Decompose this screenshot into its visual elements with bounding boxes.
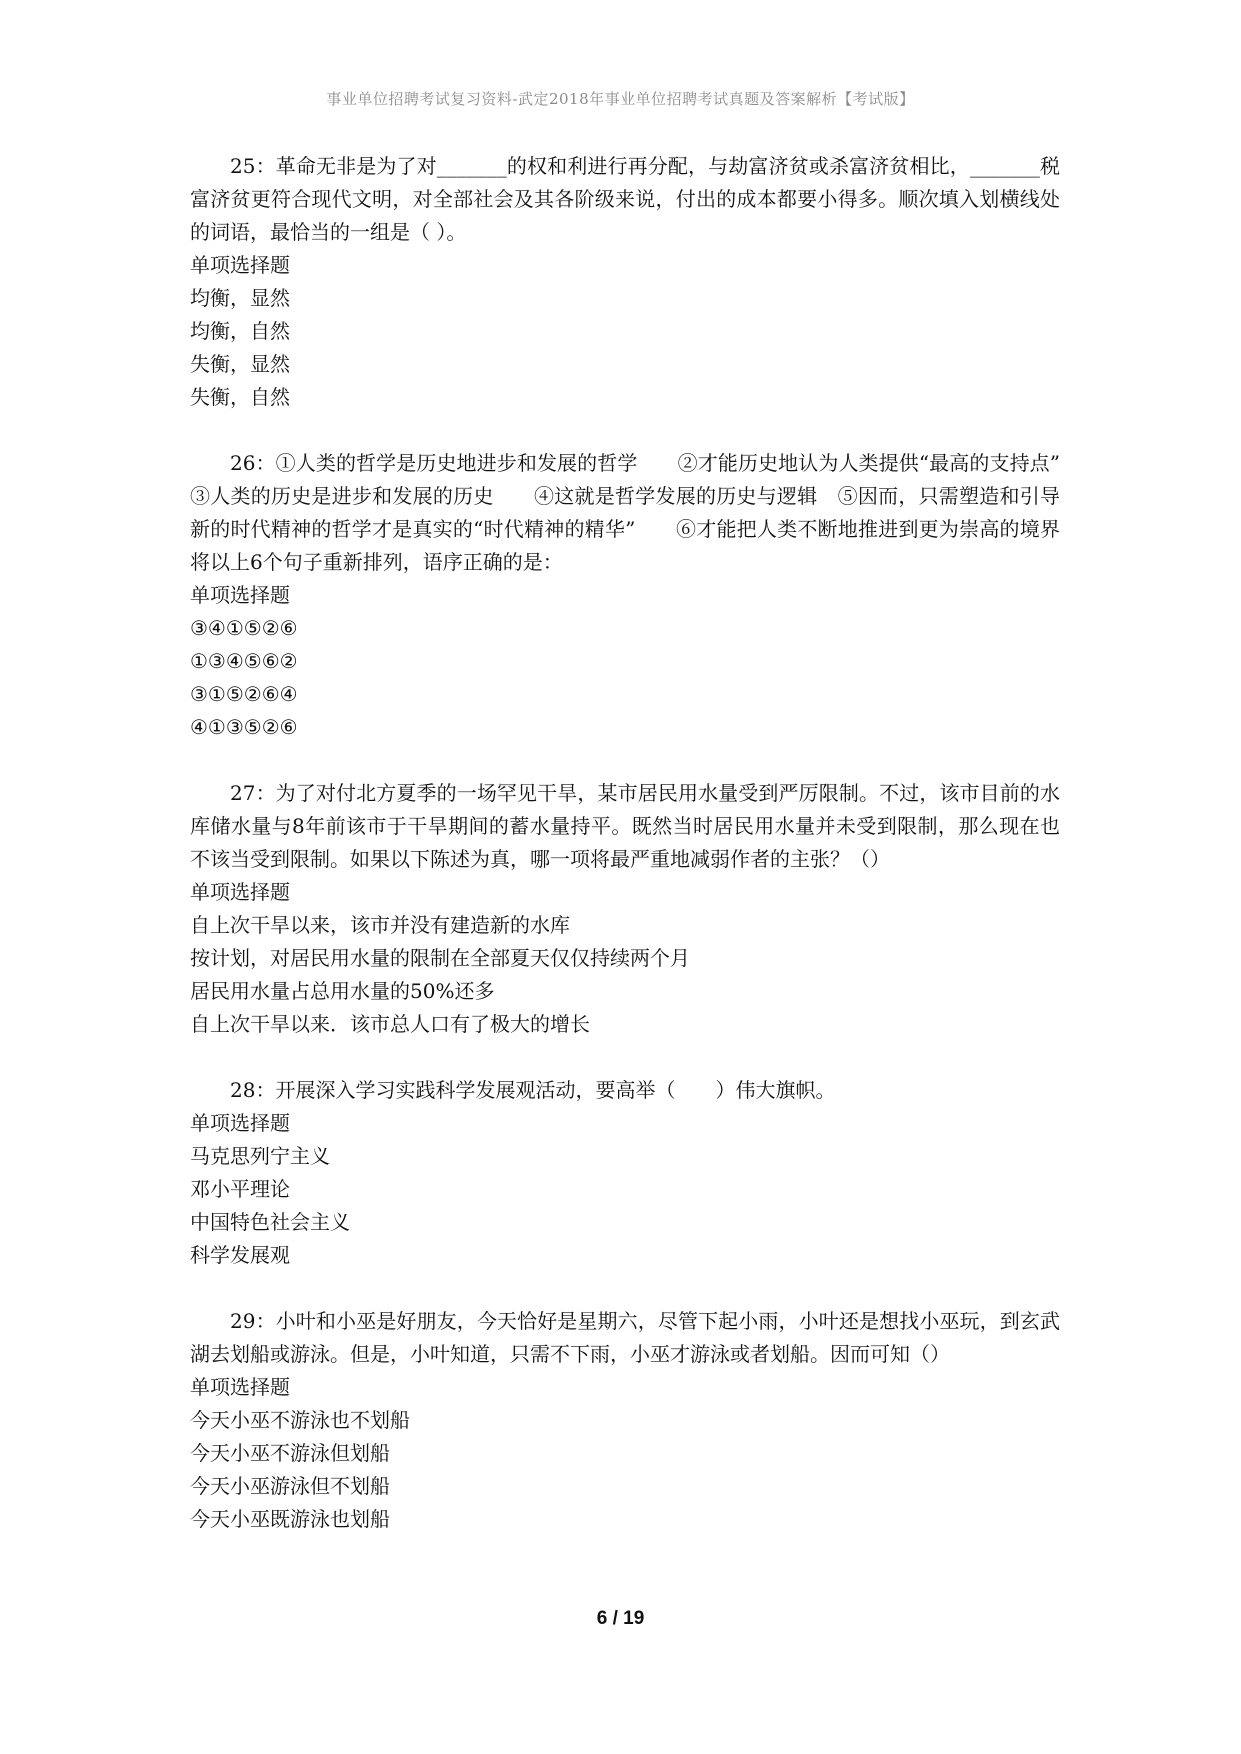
question-stem: 28：开展深入学习实践科学发展观活动，要高举（ ）伟大旗帜。 [230, 1078, 836, 1102]
option-item: 居民用水量占总用水量的50%还多 [190, 979, 495, 1003]
option-item: ③④①⑤②⑥ [190, 616, 298, 640]
option-item: 自上次干旱以来．该市总人口有了极大的增长 [190, 1012, 590, 1036]
question-stem: 27：为了对付北方夏季的一场罕见干旱，某市居民用水量受到严厉限制。不过，该市目前的水库储水量与8年前该市于干旱期间的蓄水量持平。既然当时居民用水量并未受到限制，那么现在也不该当受到限制。如果以下陈述为真，哪一项将最严重地减弱作者的主张？（） [190, 781, 1060, 871]
question-stem: 25：革命无非是为了对_______的权和利进行再分配，与劫富济贫或杀富济贫相比，_______税富济贫更符合现代文明，对全部社会及其各阶级来说，付出的成本都要小得多。顺次填入划横线处的词语，最恰当的一组是（ ）。 [190, 154, 1060, 244]
question-type: 单项选择题 [190, 1375, 290, 1399]
question-28 [190, 1074, 1060, 1272]
option-item: 自上次干旱以来，该市并没有建造新的水库 [190, 913, 570, 937]
option-item: ③①⑤②⑥④ [190, 682, 298, 706]
page-number: 6 / 19 [596, 1608, 645, 1629]
option-item: 邓小平理论 [190, 1177, 290, 1201]
option-item: 今天小巫不游泳也不划船 [190, 1408, 410, 1432]
option-item: ④①③⑤②⑥ [190, 715, 298, 739]
option-item: 科学发展观 [190, 1243, 290, 1267]
option-item: 失衡，显然 [190, 352, 290, 376]
option-item: 今天小巫既游泳也划船 [190, 1507, 390, 1531]
option-item: 今天小巫游泳但不划船 [190, 1474, 390, 1498]
question-26 [190, 447, 1100, 744]
option-item: 马克思列宁主义 [190, 1144, 330, 1168]
question-type: 单项选择题 [190, 1111, 290, 1135]
option-item: 按计划，对居民用水量的限制在全部夏天仅仅持续两个月 [190, 946, 690, 970]
question-list [190, 150, 1100, 1569]
question-type: 单项选择题 [190, 253, 290, 277]
question-29 [190, 1305, 1060, 1536]
question-stem: 26：①人类的哲学是历史地进步和发展的哲学 ②才能历史地认为人类提供“最高的支持点” ③人类的历史是进步和发展的历史 ④这就是哲学发展的历史与逻辑 ⑤因而，只需塑造和引导新的时代精神的哲学才是真实的“时代精神的精华” ⑥才能把人类不断地推进到更为崇高的境界 将以上6个句子重新排列，语序正确的是： [190, 451, 1100, 574]
question-type: 单项选择题 [190, 583, 290, 607]
question-25 [190, 150, 1060, 414]
option-item: ①③④⑤⑥② [190, 649, 298, 673]
option-item: 中国特色社会主义 [190, 1210, 350, 1234]
option-item: 均衡，显然 [190, 286, 290, 310]
question-type: 单项选择题 [190, 880, 290, 904]
option-item: 失衡，自然 [190, 385, 290, 409]
question-27 [190, 777, 1060, 1041]
option-item: 今天小巫不游泳但划船 [190, 1441, 390, 1465]
page-header: 事业单位招聘考试复习资料-武定2018年事业单位招聘考试真题及答案解析【考试版】 [326, 90, 915, 108]
question-stem: 29：小叶和小巫是好朋友，今天恰好是星期六，尽管下起小雨，小叶还是想找小巫玩，到玄武湖去划船或游泳。但是，小叶知道，只需不下雨，小巫才游泳或者划船。因而可知（） [190, 1309, 1060, 1366]
option-item: 均衡，自然 [190, 319, 290, 343]
